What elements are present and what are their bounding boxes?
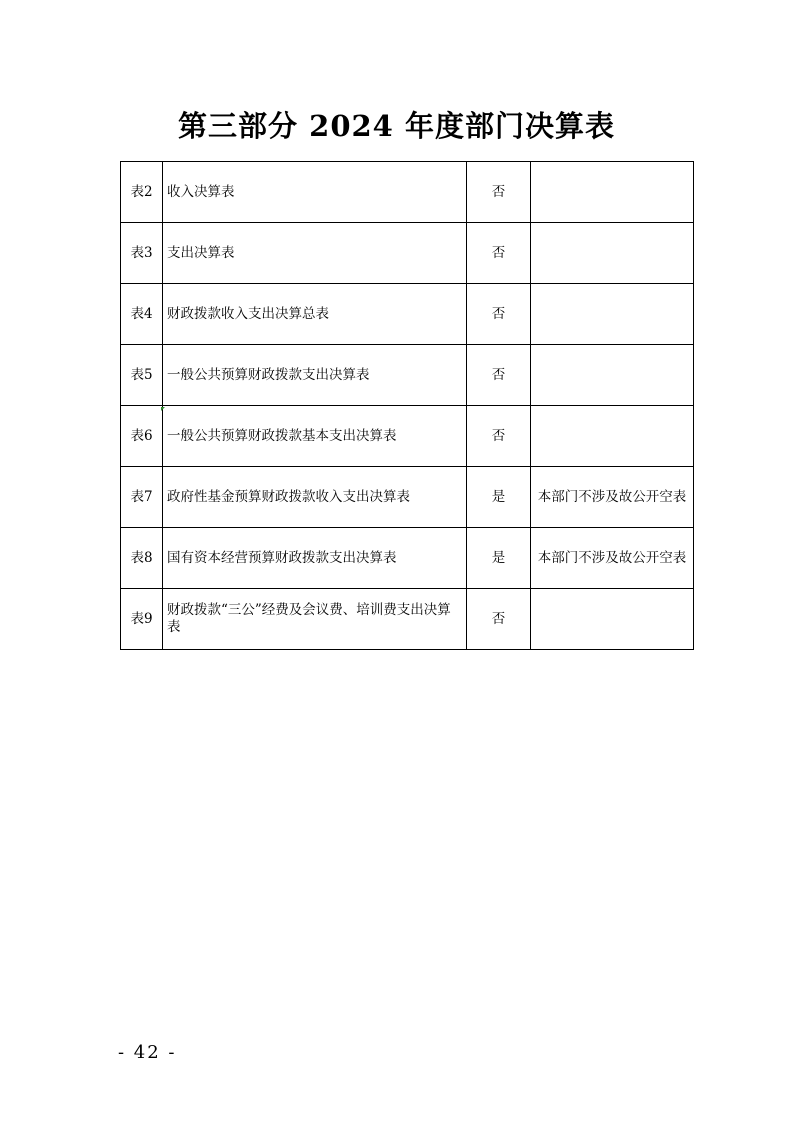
note-cell	[531, 223, 694, 284]
table-row	[121, 162, 694, 223]
table-row	[121, 589, 694, 650]
table-number-cell: 表4	[121, 284, 163, 345]
table-row	[121, 345, 694, 406]
empty-table-flag-cell: 是	[467, 528, 531, 589]
note-cell: 本部门不涉及故公开空表	[531, 467, 694, 528]
table-row	[121, 223, 694, 284]
table-name-cell: 一般公共预算财政拨款基本支出决算表	[163, 406, 467, 467]
report-index-table	[120, 161, 694, 650]
table-name-cell: 财政拨款“三公”经费及会议费、培训费支出决算表	[163, 589, 467, 650]
table-name-cell: 政府性基金预算财政拨款收入支出决算表	[163, 467, 467, 528]
note-cell: 本部门不涉及故公开空表	[531, 528, 694, 589]
note-cell	[531, 162, 694, 223]
table-number-cell: 表2	[121, 162, 163, 223]
table-number-cell: 表5	[121, 345, 163, 406]
table-number-cell: 表3	[121, 223, 163, 284]
note-cell	[531, 406, 694, 467]
table-row	[121, 467, 694, 528]
table-number-cell: 表8	[121, 528, 163, 589]
table-name-cell: 一般公共预算财政拨款支出决算表	[163, 345, 467, 406]
table-row	[121, 528, 694, 589]
empty-table-flag-cell: 否	[467, 284, 531, 345]
table-row	[121, 284, 694, 345]
page-number: - 42 -	[118, 1042, 177, 1063]
empty-table-flag-cell: 否	[467, 406, 531, 467]
table-number-cell: 表7	[121, 467, 163, 528]
table-number-cell: 表6	[121, 406, 163, 467]
table-name-cell: 收入决算表	[163, 162, 467, 223]
page-title: 第三部分 2024 年度部门决算表	[178, 109, 615, 143]
table-name-cell: 财政拨款收入支出决算总表	[163, 284, 467, 345]
empty-table-flag-cell: 否	[467, 589, 531, 650]
cell-comment-marker	[161, 407, 165, 411]
empty-table-flag-cell: 是	[467, 467, 531, 528]
table-name-cell: 国有资本经营预算财政拨款支出决算表	[163, 528, 467, 589]
table-number-cell: 表9	[121, 589, 163, 650]
table-row	[121, 406, 694, 467]
table-name-cell: 支出决算表	[163, 223, 467, 284]
empty-table-flag-cell: 否	[467, 223, 531, 284]
empty-table-flag-cell: 否	[467, 162, 531, 223]
note-cell	[531, 284, 694, 345]
note-cell	[531, 589, 694, 650]
empty-table-flag-cell: 否	[467, 345, 531, 406]
note-cell	[531, 345, 694, 406]
